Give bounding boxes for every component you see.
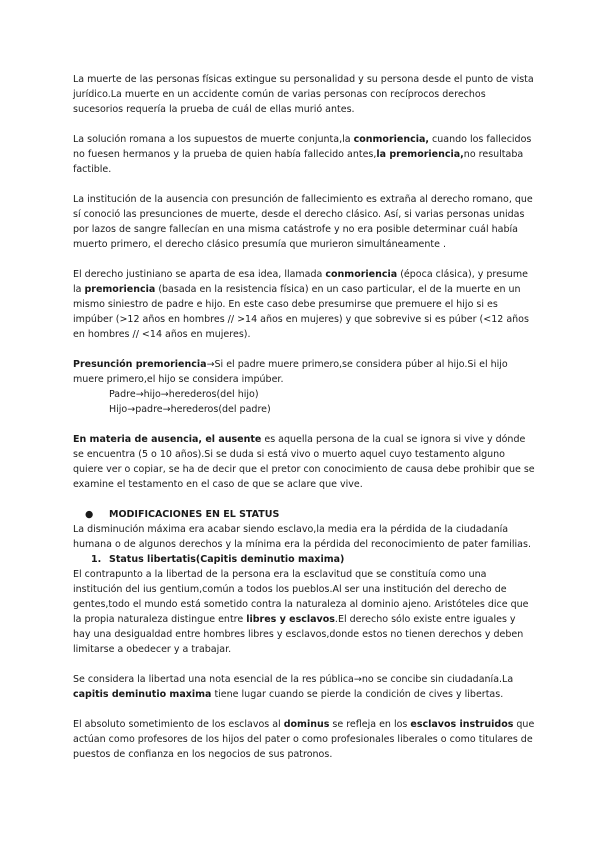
paragraph-text: no resultaba factible. — [73, 149, 524, 175]
paragraph-text: →Si el padre muere primero,se considera púber al hijo.Si el hijo muere primero,el hijo se considera impúber. — [73, 359, 508, 385]
heading-text: Status libertatis(Capitis deminutio maxima) — [109, 554, 345, 565]
paragraph-materia-ausencia — [73, 432, 535, 492]
paragraph-text: La solución romana a los supuestos de muerte conjunta,la — [73, 134, 354, 145]
paragraph-derecho-justiniano — [73, 267, 535, 342]
section-heading-modificaciones — [73, 507, 535, 522]
bold-term: Presunción premoriencia — [73, 359, 207, 370]
paragraph-text: tiene lugar cuando se pierde la condición de cives y libertas. — [211, 689, 504, 700]
paragraph-text: La disminución máxima era acabar siendo esclavo,la media era la pérdida de la ciudadanía humana o de algunos derechos y la mínima era la pérdida del reconocimiento de pater familias. — [73, 524, 531, 550]
paragraph-sometimiento-esclavos — [73, 717, 535, 762]
paragraph-text: El contrapunto a la libertad de la persona era la esclavitud que se constituía como una institución del ius gentium,común a todos los pueblos.Al ser una institución del derecho de gentes,todo el mundo está sometido contra la naturaleza al dominio ajeno. Aristóteles dice que la propia naturaleza distingue entre — [73, 569, 529, 625]
document-page — [73, 72, 535, 762]
bold-term: la premoriencia, — [376, 149, 464, 160]
paragraph-text: se refleja en los — [329, 719, 411, 730]
paragraph-text: es aquella persona de la cual se ignora si vive y dónde se encuentra (5 o 10 años).Si se duda si está vivo o muerto aquel cuyo testamento alguno quiere ver o copiar, se ha de decir que el pretor con conocimiento de causa debe prohibir que se examine el testamento en el caso de que se aclare que vive. — [73, 434, 535, 490]
paragraph-text: La muerte de las personas físicas extingue su personalidad y su persona desde el punto de vista jurídico.La muerte en un accidente común de varias personas con recíprocos derechos sucesorios requería la prueba de cuál de ellas murió antes. — [73, 74, 534, 115]
paragraph-presuncion-premoriencia — [73, 357, 535, 387]
paragraph-text: La institución de la ausencia con presunción de fallecimiento es extraña al derecho romano, que sí conoció las presunciones de muerte, desde el derecho clásico. Así, si varias personas unidas por lazos de sangre fallecían en una misma catástrofe y no era posible determinar cuál había muerto primero, el derecho clásico presumía que murieron simultáneamente . — [73, 194, 533, 250]
paragraph-text: (época clásica), y presume la — [73, 269, 529, 295]
paragraph-disminucion — [73, 522, 535, 552]
paragraph-text: .El derecho sólo existe entre iguales y hay una desigualdad entre hombres libres y esclavos,donde estos no tienen derechos y deben limitarse a obedecer y a trabajar. — [73, 614, 524, 655]
bold-term: esclavos instruidos — [410, 719, 514, 730]
paragraph-libertad-nota-esencial — [73, 672, 535, 702]
list-number: 1. — [91, 554, 102, 565]
paragraph-text: El absoluto sometimiento de los esclavos al — [73, 719, 284, 730]
paragraph-solucion-romana — [73, 132, 535, 177]
bold-term: En materia de ausencia, el ausente — [73, 434, 262, 445]
bullet-icon: ● — [85, 509, 94, 520]
succession-line-padre: Padre→hijo→herederos(del hijo) — [109, 389, 259, 400]
paragraph-muerte-personas — [73, 72, 535, 117]
paragraph-institucion-ausencia — [73, 192, 535, 252]
paragraph-text: El derecho justiniano se aparta de esa idea, llamada — [73, 269, 326, 280]
subsection-heading-status-libertatis — [73, 552, 535, 567]
bold-term: conmoriencia, — [353, 134, 430, 145]
paragraph-contrapunto-libertad — [73, 567, 535, 657]
bold-term: dominus — [283, 719, 330, 730]
bold-term: libres y esclavos — [246, 614, 335, 625]
paragraph-text: Se considera la libertad una nota esencial de la res pública→no se concibe sin ciudadanía.La — [73, 674, 514, 685]
succession-line-hijo: Hijo→padre→herederos(del padre) — [109, 404, 271, 415]
bold-term: conmoriencia — [325, 269, 398, 280]
bold-term: capitis deminutio maxima — [73, 689, 212, 700]
paragraph-text: (basada en la resistencia física) en un caso particular, el de la muerte en un mismo siniestro de padre e hijo. En este caso debe presumirse que premuere el hijo si es impúber (>12 años en hombres // >14 años en mujeres) y que sobrevive si es púber (<12 años en hombres // <14 años en mujeres). — [73, 284, 529, 340]
heading-text: MODIFICACIONES EN EL STATUS — [109, 509, 280, 520]
paragraph-text: cuando los fallecidos no fuesen hermanos y la prueba de quien había fallecido antes, — [73, 134, 532, 160]
paragraph-text: que actúan como profesores de los hijos del pater o como profesionales liberales o como titulares de puestos de confianza en los negocios de sus patronos. — [73, 719, 535, 760]
bold-term: premoriencia — [84, 284, 156, 295]
